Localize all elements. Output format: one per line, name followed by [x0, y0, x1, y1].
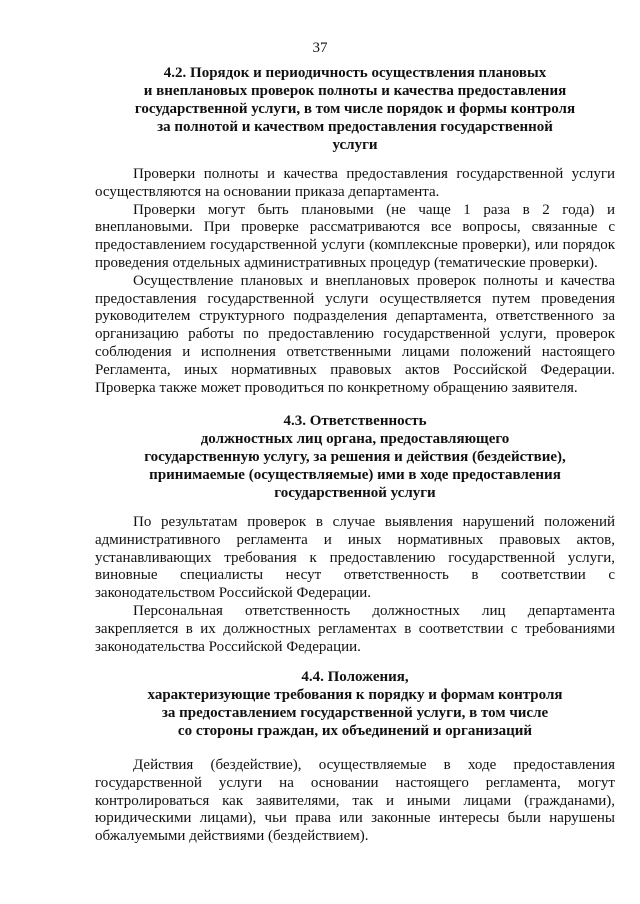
heading-line: за предоставлением государственной услуги, в том числе: [161, 705, 549, 721]
heading-line: за полнотой и качеством предоставления государственной: [157, 119, 553, 135]
paragraph: Проверки полноты и качества предоставления государственной услуги осуществляются на основании приказа департамента.: [95, 166, 615, 200]
section-4-2: [95, 64, 615, 154]
heading-line: государственной услуги, в том числе порядок и формы контроля: [134, 101, 576, 117]
page-number: 37: [312, 40, 328, 56]
heading-line: должностных лиц органа, предоставляющего: [200, 431, 510, 447]
section-4-3: [95, 412, 615, 502]
paragraph: Осуществление плановых и внеплановых проверок полноты и качества предоставления государственной услуги осуществляется путем проведения руководителем структурного подразделения департамента, ответственного за организацию работы по предоставлению государственной услуги, проверок соблюдения и исполнения ответственными лицами положений настоящего Регламента, иных нормативных правовых актов Российской Федерации. Проверка также может проводиться по конкретному обращению заявителя.: [95, 272, 615, 396]
heading-line: со стороны граждан, их объединений и организаций: [177, 723, 533, 739]
heading-line: 4.4. Положения,: [301, 669, 409, 685]
heading-line: 4.3. Ответственность: [283, 413, 427, 429]
section-heading: [95, 412, 615, 502]
heading-line: характеризующие требования к порядку и формам контроля: [147, 687, 563, 703]
heading-line: государственной услуги: [274, 485, 436, 501]
heading-line: услуги: [332, 137, 378, 153]
paragraph: Персональная ответственность должностных лиц департамента закрепляется в их должностных регламентах в соответствии с требованиями законодательства Российской Федерации.: [95, 602, 615, 655]
section-4-3-body: [95, 514, 615, 656]
paragraph: Действия (бездействие), осуществляемые в ходе предоставления государственной услуги на основании настоящего регламента, могут контролироваться как заявителями, так и иными лицами (гражданами), юридическими лицами), чьи права или законные интересы были нарушены обжалуемыми действиями (бездействием).: [95, 757, 615, 845]
paragraph: Проверки могут быть плановыми (не чаще 1 раза в 2 года) и внеплановыми. При проверке рассматриваются все вопросы, связанные с предоставлением государственной услуги (комплексные проверки), или порядок проведения отдельных административных процедур (тематические проверки).: [95, 201, 615, 271]
section-4-4-body: [95, 757, 615, 846]
heading-line: 4.2. Порядок и периодичность осуществления плановых: [163, 65, 547, 81]
section-heading: [95, 64, 615, 154]
heading-line: принимаемые (осуществляемые) ими в ходе предоставления: [149, 467, 561, 483]
section-4-4: [95, 668, 615, 740]
heading-line: и внеплановых проверок полноты и качества предоставления: [143, 83, 567, 99]
section-4-2-body: [95, 166, 615, 397]
paragraph: По результатам проверок в случае выявления нарушений положений административного регламента и иных нормативных правовых актов, устанавливающих требования к предоставлению государственной услуги, виновные специалисты несут ответственность в соответствии с законодательством Российской Федерации.: [95, 514, 615, 602]
section-heading: [95, 668, 615, 740]
heading-line: государственную услугу, за решения и действия (бездействие),: [144, 449, 566, 465]
